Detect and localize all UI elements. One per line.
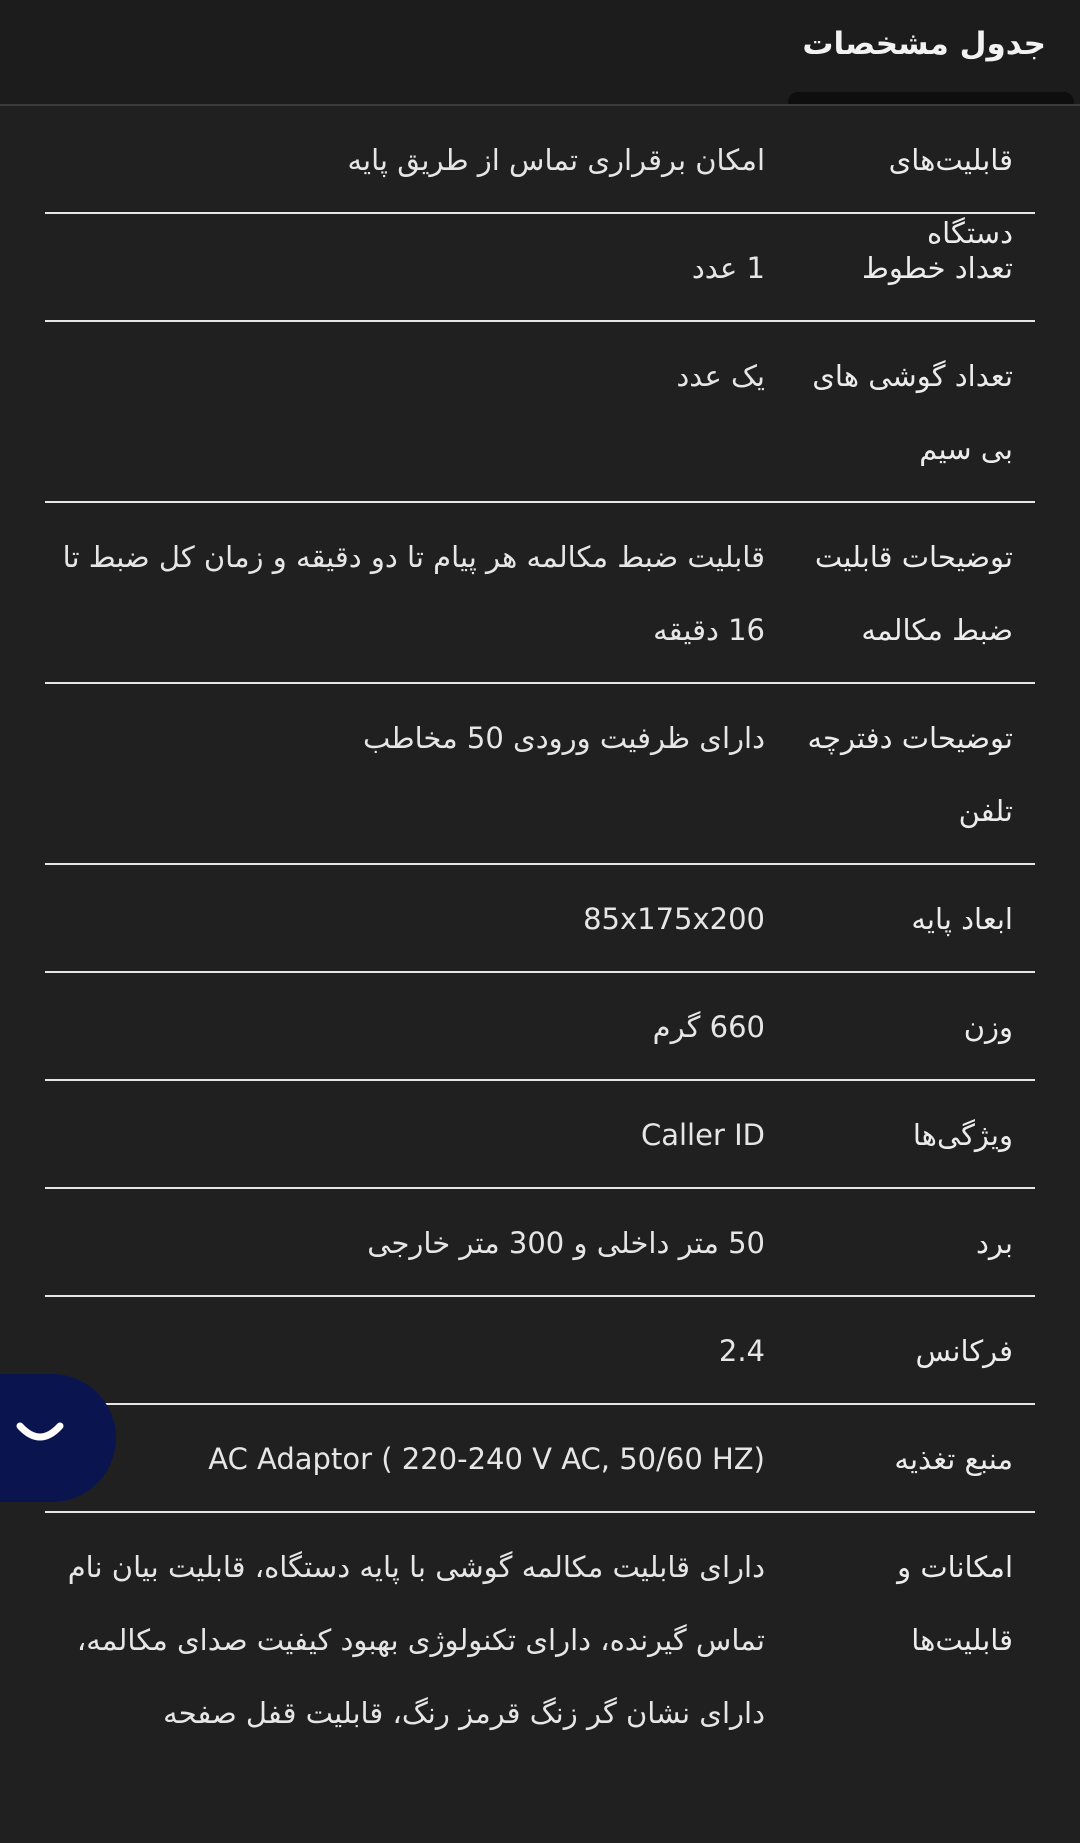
spec-row-facilities bbox=[45, 1513, 1035, 1843]
spec-row-frequency bbox=[45, 1297, 1035, 1405]
spec-row-recording-description bbox=[45, 503, 1035, 684]
spec-label: تعداد گوشی های بی سیم bbox=[812, 359, 1013, 466]
spec-label: منبع تغذیه bbox=[894, 1442, 1013, 1476]
chat-smile-icon bbox=[16, 1418, 64, 1458]
spec-label: قابلیت‌های دستگاه bbox=[888, 143, 1013, 250]
spec-value: 660 گرم bbox=[652, 1010, 765, 1044]
spec-row-range bbox=[45, 1189, 1035, 1297]
spec-value: قابلیت ضبط مکالمه هر پیام تا دو دقیقه و زمان کل ضبط تا 16 دقیقه bbox=[62, 540, 765, 647]
spec-row-line-count bbox=[45, 214, 1035, 322]
spec-row-device-capabilities bbox=[45, 106, 1035, 250]
spec-value: یک عدد bbox=[676, 359, 765, 393]
spec-row-features bbox=[45, 1081, 1035, 1189]
specs-table bbox=[0, 106, 1080, 1843]
spec-label: تعداد خطوط bbox=[862, 251, 1013, 285]
spec-value: امکان برقراری تماس از طریق پایه bbox=[347, 143, 765, 177]
spec-row-phonebook-description bbox=[45, 684, 1035, 865]
spec-label: ویژگی‌ها bbox=[912, 1118, 1013, 1152]
spec-value: 85x175x200 bbox=[583, 902, 765, 936]
spec-label: وزن bbox=[963, 1010, 1013, 1044]
spec-value: دارای ظرفیت ورودی 50 مخاطب bbox=[363, 721, 765, 755]
spec-value: Caller ID bbox=[640, 1118, 765, 1152]
spec-value: 2.4 bbox=[718, 1334, 765, 1368]
spec-row-handset-count bbox=[45, 322, 1035, 503]
spec-row-weight bbox=[45, 973, 1035, 1081]
spec-label: فرکانس bbox=[915, 1334, 1013, 1368]
section-title: جدول مشخصات bbox=[802, 26, 1046, 62]
spec-row-base-dimensions bbox=[45, 865, 1035, 973]
spec-label: امکانات و قابلیت‌ها bbox=[897, 1550, 1013, 1657]
spec-label: برد bbox=[976, 1226, 1013, 1260]
spec-row-power-supply bbox=[45, 1405, 1035, 1513]
spec-value: 50 متر داخلی و 300 متر خارجی bbox=[367, 1226, 765, 1260]
spec-label: توضیحات دفترچه تلفن bbox=[807, 721, 1013, 828]
spec-value: دارای قابلیت مکالمه گوشی با پایه دستگاه، قابلیت بیان نام تماس گیرنده، دارای تکنولوژی بهبود کیفیت صدای مکالمه، دارای نشان گر زنگ قرمز رنگ، قابلیت قفل صفحه bbox=[67, 1550, 765, 1730]
spec-label: ابعاد پایه bbox=[911, 902, 1013, 936]
spec-label: توضیحات قابلیت ضبط مکالمه bbox=[814, 540, 1013, 647]
section-header bbox=[0, 0, 1080, 105]
spec-value: 1 عدد bbox=[691, 251, 765, 285]
spec-value: AC Adaptor ( 220-240 V AC, 50/60 HZ) bbox=[208, 1442, 765, 1476]
